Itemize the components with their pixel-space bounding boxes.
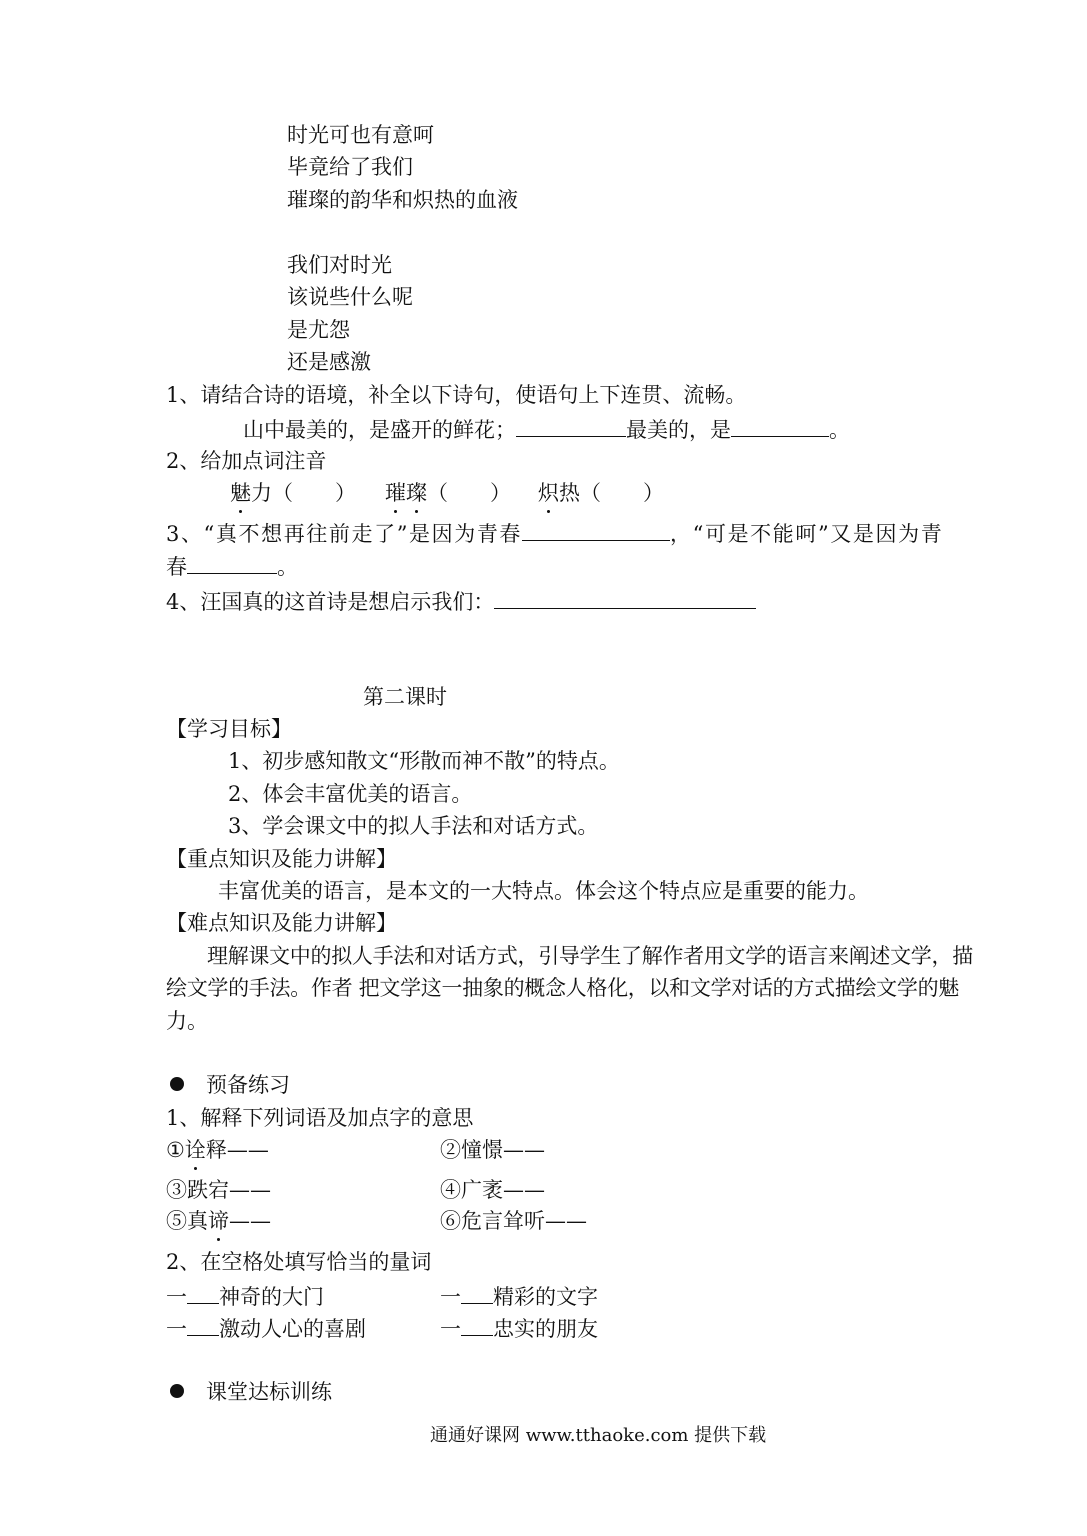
- page-footer: 通通好课网 www.tthaoke.com 提供下载: [430, 1425, 767, 1446]
- answer-blank[interactable]: [516, 414, 626, 437]
- class-practice-text: 课堂达标训练: [206, 1380, 332, 1404]
- class-practice-header: [170, 1378, 332, 1406]
- question-3-line-1: [166, 518, 943, 548]
- answer-blank[interactable]: [731, 414, 829, 437]
- measure-word-item: [440, 1281, 598, 1311]
- measure-prefix: 一: [440, 1285, 461, 1309]
- answer-blank[interactable]: [461, 1313, 493, 1336]
- question-3-line-2: [166, 551, 298, 581]
- question-3-text: 3、“真不想再往前走了”是因为青春: [166, 522, 523, 546]
- pinyin-item-3: [538, 479, 664, 507]
- poem-line: 时光可也有意呵: [287, 123, 434, 147]
- dotted-char: 诠: [184, 1138, 206, 1162]
- answer-blank[interactable]: [187, 1313, 219, 1336]
- question-1-mid: 最美的，是: [626, 418, 731, 442]
- vocab-text: ⑤真: [166, 1209, 208, 1233]
- vocab-item: ⑥危言耸听——: [440, 1209, 587, 1233]
- question-2: 2、给加点词注音: [166, 449, 327, 473]
- answer-blank[interactable]: [494, 586, 756, 609]
- prep-question-2: 2、在空格处填写恰当的量词: [166, 1250, 432, 1274]
- measure-prefix: 一: [440, 1317, 461, 1341]
- prep-header-text: 预备练习: [206, 1073, 290, 1097]
- vocab-text: ——: [229, 1209, 271, 1233]
- bullet-icon: [170, 1384, 184, 1398]
- section-header: 【难点知识及能力讲解】: [166, 911, 397, 935]
- paragraph: 丰富优美的语言，是本文的一大特点。体会这个特点应是重要的能力。: [218, 879, 869, 903]
- answer-blank[interactable]: [187, 551, 277, 574]
- vocab-item: ④广袤——: [440, 1178, 545, 1202]
- vocab-text: 释——: [205, 1138, 269, 1162]
- question-1-fill-line: [243, 414, 850, 444]
- question-4-text: 4、汪国真的这首诗是想启示我们：: [166, 590, 495, 614]
- dotted-char: 魅: [230, 481, 251, 505]
- pinyin-item-2: [385, 479, 511, 507]
- dotted-char: 璨: [406, 481, 427, 505]
- measure-text: 神奇的大门: [219, 1285, 324, 1309]
- measure-word-item: [166, 1313, 366, 1343]
- pinyin-bracket: （ ）: [427, 481, 511, 505]
- prep-question-1: 1、解释下列词语及加点字的意思: [166, 1106, 474, 1130]
- dotted-char: 谛: [208, 1209, 229, 1233]
- section-title: 第二课时: [363, 685, 447, 709]
- poem-line: 还是感激: [287, 350, 371, 374]
- paragraph: 理解课文中的拟人手法和对话方式，引导学生了解作者用文学的语言来阐述文学，描: [207, 944, 973, 968]
- vocab-item: ③跌宕——: [166, 1178, 271, 1202]
- paragraph: 绘文学的手法。作者 把文学这一抽象的概念人格化，以和文学对话的方式描绘文学的魅: [166, 976, 959, 1000]
- poem-line: 璀璨的韵华和炽热的血液: [287, 188, 518, 212]
- measure-word-item: [166, 1281, 324, 1311]
- poem-line: 毕竟给了我们: [287, 155, 413, 179]
- measure-text: 精彩的文字: [493, 1285, 598, 1309]
- section-header: 【学习目标】: [166, 717, 292, 741]
- measure-prefix: 一: [166, 1285, 187, 1309]
- measure-text: 忠实的朋友: [493, 1317, 598, 1341]
- poem-line: 我们对时光: [287, 253, 392, 277]
- poem-line: 是尤怨: [287, 318, 350, 342]
- goal-item: 3、学会课文中的拟人手法和对话方式。: [228, 814, 599, 838]
- answer-blank[interactable]: [522, 518, 670, 541]
- answer-blank[interactable]: [187, 1281, 219, 1304]
- answer-blank[interactable]: [461, 1281, 493, 1304]
- item-number: ①: [166, 1138, 185, 1162]
- dotted-char: 璀: [385, 481, 406, 505]
- measure-text: 激动人心的喜剧: [219, 1317, 366, 1341]
- prep-header: [170, 1071, 290, 1099]
- question-3-text: 。: [277, 555, 298, 579]
- pinyin-bracket: 热（ ）: [559, 481, 664, 505]
- goal-item: 2、体会丰富优美的语言。: [228, 782, 473, 806]
- poem-line: 该说些什么呢: [287, 285, 413, 309]
- bullet-icon: [170, 1077, 184, 1091]
- question-3-text: ，“可是不能呵”又是因为青: [670, 522, 944, 546]
- paragraph: 力。: [166, 1009, 208, 1033]
- pinyin-item-1: [230, 479, 356, 507]
- question-1: 1、请结合诗的语境，补全以下诗句，使语句上下连贯、流畅。: [166, 383, 747, 407]
- vocab-item: [166, 1136, 269, 1164]
- measure-prefix: 一: [166, 1317, 187, 1341]
- question-4: [166, 586, 756, 616]
- question-1-prefix: 山中最美的，是盛开的鲜花；: [243, 418, 516, 442]
- section-header: 【重点知识及能力讲解】: [166, 847, 397, 871]
- question-1-end: 。: [829, 418, 850, 442]
- goal-item: 1、初步感知散文“形散而神不散”的特点。: [228, 749, 620, 773]
- pinyin-bracket: 力（ ）: [251, 481, 356, 505]
- vocab-item: ②憧憬——: [440, 1138, 545, 1162]
- dotted-char: 炽: [538, 481, 559, 505]
- vocab-item: [166, 1207, 271, 1235]
- measure-word-item: [440, 1313, 598, 1343]
- question-3-text: 春: [166, 555, 187, 579]
